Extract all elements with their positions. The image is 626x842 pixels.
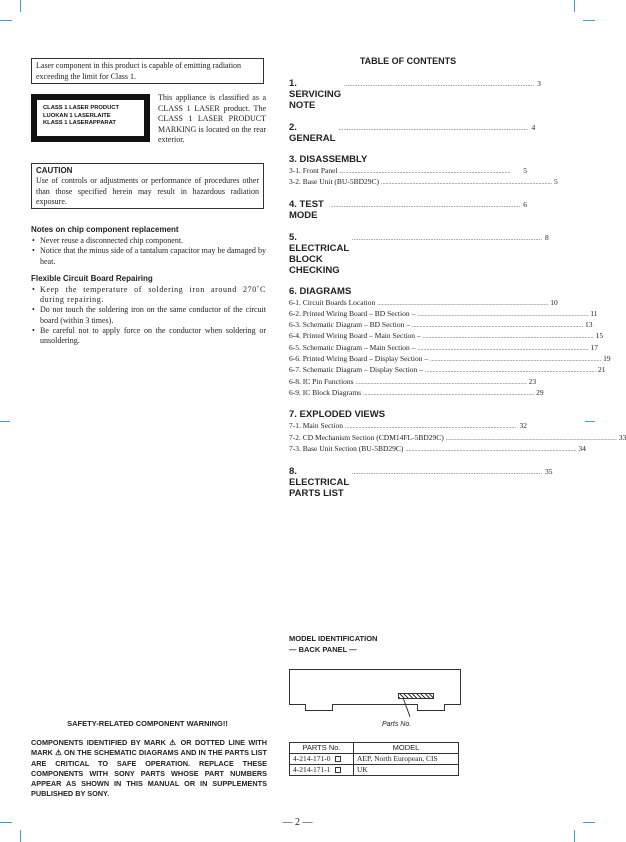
toc-entry: 2. GENERAL .................................................................................................................. 4 [289, 122, 536, 144]
toc-label: 6-2. Printed Wiring Board – BD Section – [289, 308, 416, 318]
toc-entry: 7-2. CD Mechanism Section (CDM14FL-5BD29C) .................................................................................................................. 33 [289, 432, 626, 442]
toc-page: 29 [536, 387, 544, 397]
table-cell: 4-214-171-0 [290, 754, 354, 765]
toc-page: 6 [523, 199, 527, 209]
toc-label: 6-4. Printed Wiring Board – Main Section – [289, 331, 421, 341]
crop-mark [574, 830, 575, 842]
chip-notes-section [31, 225, 266, 347]
toc-page: 4 [531, 123, 536, 132]
column-header: PARTS No. [290, 743, 354, 754]
toc-entry: 7-3. Base Unit Section (BU-5BD29C) .................................................................................................................. 34 [289, 443, 586, 453]
toc-label: 6-5. Schematic Diagram – Main Section – [289, 342, 416, 352]
toc-label: 7-1. Main Section [289, 421, 343, 431]
laser-label-line: LUOKAN 1 LASERLAITE [43, 112, 111, 119]
toc-label: 1. SERVICING NOTE [289, 78, 342, 111]
laser-notice-text: Laser component in this product is capable of emitting radiation exceeding the limit for Class 1. [36, 61, 242, 81]
toc-label: 6-6. Printed Wiring Board – Display Section – [289, 354, 429, 364]
toc-entry: 3-1. Front Panel .................................................................................................................. 5 [289, 166, 527, 175]
toc-label: 6-7. Schematic Diagram – Display Section – [289, 365, 423, 375]
toc-label: 6-9. IC Block Diagrams [289, 387, 362, 397]
table-header-row [290, 743, 459, 754]
caution-text: Use of controls or adjustments or performance of procedures other than those specified herein may result in hazardous radiation exposure. [36, 176, 259, 206]
chip-notes-title: Notes on chip component replacement [31, 225, 179, 234]
toc-entry: 8. ELECTRICAL PARTS LIST .................................................................................................................. 35 [289, 466, 553, 500]
toc-label: 6-3. Schematic Diagram – BD Section – [289, 320, 411, 330]
flex-board-title: Flexible Circuit Board Repairing [31, 273, 153, 283]
toc-entry: 6-7. Schematic Diagram – Display Section – .................................................................................................................. 21 [289, 365, 606, 375]
toc-entry: 7-1. Main Section .................................................................................................................. 32 [289, 421, 527, 431]
panel-foot [305, 704, 333, 711]
list-item: • Never reuse a disconnected chip component. [31, 236, 266, 246]
toc-entry: 6-9. IC Block Diagrams .................................................................................................................. 29 [289, 387, 544, 397]
toc-label: 2. GENERAL [289, 122, 336, 144]
toc-page: 8 [545, 232, 549, 242]
toc-entry: 6-6. Printed Wiring Board – Display Section – .................................................................................................................. 19 [289, 354, 611, 364]
safety-warning-title: SAFETY-RELATED COMPONENT WARNING!! [67, 719, 228, 728]
model-id-subtitle: — BACK PANEL — [289, 645, 357, 654]
crop-mark [585, 421, 595, 422]
toc-page: 11 [590, 308, 598, 318]
toc-label: 7-3. Base Unit Section (BU-5BD29C) [289, 443, 404, 453]
toc-page: 5 [523, 166, 527, 175]
laser-label-inner [37, 100, 144, 136]
toc-entry: 4. TEST MODE .................................................................................................................. 6 [289, 198, 527, 221]
toc-page: 35 [545, 467, 553, 477]
toc-entry: 3-2. Base Unit (BU-5BD29C) .................................................................................................................. 5 [289, 177, 558, 187]
model-identification-heading [289, 633, 377, 655]
table-row [290, 754, 459, 765]
table-of-contents [289, 78, 626, 500]
crop-mark [0, 421, 10, 422]
toc-label: 4. TEST MODE [289, 198, 324, 221]
toc-page: 5 [554, 177, 558, 187]
model-table [289, 742, 459, 776]
toc-label: 7-2. CD Mechanism Section (CDM14FL-5BD29C) [289, 432, 444, 442]
toc-entry: 6-2. Printed Wiring Board – BD Section – .................................................................................................................. 11 [289, 308, 598, 318]
table-cell: 4-214-171-1 [290, 765, 354, 776]
back-panel-diagram [289, 669, 461, 705]
toc-page: 15 [595, 331, 604, 341]
toc-heading: 7. EXPLODED VIEWS [289, 409, 386, 421]
toc-entry: 5. ELECTRICAL BLOCK CHECKING .................................................................................................................. 8 [289, 231, 549, 276]
table-cell: AEP, North European, CIS [354, 754, 459, 765]
caution-title: CAUTION [36, 166, 73, 175]
table-row [290, 765, 459, 776]
toc-page: 33 [618, 432, 626, 442]
toc-label: 3-1. Front Panel [289, 166, 338, 175]
laser-label-line: KLASS 1 LASERAPPARAT [43, 120, 116, 126]
toc-entry: 6-8. IC Pin Functions .................................................................................................................. 23 [289, 376, 537, 386]
toc-heading: 6. DIAGRAMS [289, 285, 352, 297]
toc-page: 19 [603, 354, 611, 364]
toc-page: 10 [550, 297, 558, 307]
toc-label: 6-8. IC Pin Functions [289, 376, 354, 386]
toc-page: 13 [585, 320, 593, 330]
column-header: MODEL [354, 743, 459, 754]
parts-no-callout: Parts No. [382, 721, 412, 728]
list-item: • Be careful not to apply force on the conductor when soldering or unsoldering. [31, 326, 266, 347]
toc-entry: 6-1. Circuit Boards Location .................................................................................................................. 10 [289, 297, 558, 307]
crop-mark [20, 830, 21, 842]
page-number: — 2 — [282, 817, 313, 828]
safety-warning-text: COMPONENTS IDENTIFIED BY MARK ⚠ OR DOTTED LINE WITH MARK ⚠ ON THE SCHEMATIC DIAGRAMS AND IN THE PARTS LIST ARE CRITICAL TO SAFE OPERATION. REPLACE THESE COMPONENTS WITH SONY PARTS WHOSE PART NUMBERS APPEAR AS SHOWN IN THIS MANUAL OR IN SUPPLEMENTS PUBLISHED BY SONY. [31, 738, 267, 799]
laser-notice-box [31, 58, 264, 84]
crop-mark [583, 20, 595, 21]
table-cell: UK [354, 765, 459, 776]
laser-description: This appliance is classified as a CLASS 1 LASER product. The CLASS 1 LASER PRODUCT MARKING is located on the rear exterior. [158, 93, 266, 144]
toc-label: 3-2. Base Unit (BU-5BD29C) [289, 177, 379, 187]
model-id-title: MODEL IDENTIFICATION [289, 634, 378, 643]
toc-title: TABLE OF CONTENTS [359, 56, 457, 66]
laser-label-line: CLASS 1 LASER PRODUCT [43, 105, 120, 111]
list-item: • Notice that the minus side of a tantalum capacitor may be damaged by heat. [31, 246, 266, 267]
crop-mark [0, 20, 12, 21]
toc-page: 32 [519, 421, 527, 431]
toc-page: 3 [537, 79, 541, 88]
toc-label: 6-1. Circuit Boards Location [289, 297, 376, 307]
toc-label: 8. ELECTRICAL PARTS LIST [289, 466, 349, 500]
toc-page: 23 [528, 376, 537, 386]
chip-notes-list [31, 236, 266, 267]
list-item: • Keep the temperature of soldering iron around 270˚C during repairing. [31, 285, 266, 306]
checkbox-square-icon [335, 767, 341, 773]
toc-page: 17 [590, 342, 598, 352]
crop-mark [574, 0, 575, 12]
toc-entry: 1. SERVICING NOTE .................................................................................................................. 3 [289, 78, 541, 111]
toc-entry: 6-5. Schematic Diagram – Main Section – .................................................................................................................. 17 [289, 342, 598, 352]
list-item: • Do not touch the soldering iron on the same conductor of the circuit board (within 3 times). [31, 305, 266, 326]
toc-page: 34 [578, 443, 586, 453]
toc-entry: 6-3. Schematic Diagram – BD Section – .................................................................................................................. 13 [289, 320, 593, 330]
laser-product-label [31, 94, 150, 142]
caution-box [31, 163, 264, 209]
toc-heading: 3. DISASSEMBLY [289, 154, 368, 165]
toc-entry: 6-4. Printed Wiring Board – Main Section – .................................................................................................................. 15 [289, 331, 604, 341]
toc-label: 5. ELECTRICAL BLOCK CHECKING [289, 231, 349, 276]
crop-mark [20, 0, 21, 12]
flex-board-list [31, 285, 266, 347]
panel-foot [417, 704, 445, 711]
toc-page: 21 [597, 365, 606, 375]
checkbox-square-icon [335, 756, 341, 762]
